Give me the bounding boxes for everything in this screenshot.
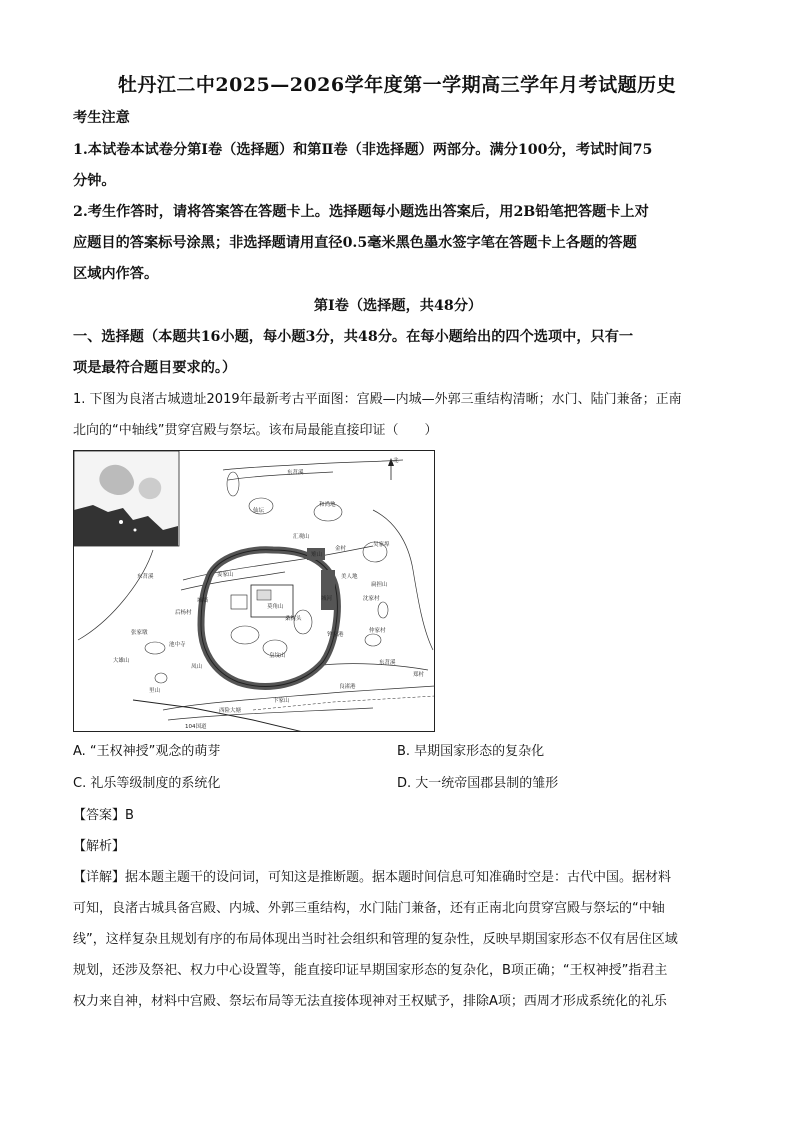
svg-text:汇观山: 汇观山 xyxy=(293,534,310,540)
notice-line-4: 应题目的答案标号涂黑；非选择题请用直径0.5毫米黑色墨水签字笔在答题卡上各题的答题 xyxy=(73,235,637,251)
svg-text:后杨村: 后杨村 xyxy=(175,610,192,616)
explanation-line-2: 可知，良渚古城具备宫殿、内城、外郭三重结构，水门陆门兼备，还有正南北向贯穿宫殿与祭坛的“中轴 xyxy=(73,901,665,916)
option-c[interactable]: C. 礼乐等级制度的系统化 xyxy=(73,776,221,791)
question-stem-1: 1. 下图为良渚古城遗址2019年最新考古平面图：宫殿—内城—外郭三重结构清晰；水门、陆门兼备；正南 xyxy=(73,392,682,407)
svg-text:桑树头: 桑树头 xyxy=(285,616,302,622)
svg-text:皇坟山: 皇坟山 xyxy=(269,653,286,659)
option-d[interactable]: D. 大一统帝国郡县制的雏形 xyxy=(397,776,559,791)
svg-text:104国道: 104国道 xyxy=(185,724,207,730)
svg-text:池中寺: 池中寺 xyxy=(169,642,186,648)
option-b[interactable]: B. 早期国家形态的复杂化 xyxy=(397,744,545,759)
svg-text:雉山: 雉山 xyxy=(311,552,323,558)
section-instruction-2: 项是最符合题目要求的。） xyxy=(73,360,237,376)
svg-text:仙坛: 仙坛 xyxy=(253,508,265,514)
page-title: 牡丹江二中2025—2026学年度第一学期高三学年月考试题历史 xyxy=(117,74,677,96)
option-a[interactable]: A. “王权神授”观念的萌芽 xyxy=(73,744,221,759)
svg-text:大雄山: 大雄山 xyxy=(113,658,130,664)
svg-text:里山: 里山 xyxy=(149,688,161,694)
svg-text:钟家港: 钟家港 xyxy=(327,632,344,638)
explanation-line-1: 【详解】据本题主题干的设问词，可知这是推断题。据本题时间信息可知准确时空是：古代中国。据材料 xyxy=(73,870,672,885)
analysis-heading: 【解析】 xyxy=(73,839,126,854)
explanation-line-4: 规划，还涉及祭祀、权力中心设置等，能直接印证早期国家形态的复杂化，B项正确；“王权神授”指君主 xyxy=(73,963,668,978)
notice-line-2: 分钟。 xyxy=(73,173,116,189)
svg-text:卞家山: 卞家山 xyxy=(273,698,290,704)
svg-text:西险大塘: 西险大塘 xyxy=(219,708,242,714)
liangzhu-site-map xyxy=(73,450,435,732)
explanation-line-5: 权力来自神，材料中宫殿、祭坛布局等无法直接体现神对王权赋予，排除A项；西周才形成系统化的礼乐 xyxy=(73,994,667,1009)
svg-text:张家墩: 张家墩 xyxy=(131,630,148,636)
svg-text:东苕溪: 东苕溪 xyxy=(287,470,304,476)
svg-text:金村: 金村 xyxy=(335,546,347,552)
svg-text:良渚港: 良渚港 xyxy=(339,684,356,690)
notice-heading: 考生注意 xyxy=(73,110,130,126)
svg-text:美人地: 美人地 xyxy=(341,574,358,580)
svg-text:凤山: 凤山 xyxy=(191,664,203,670)
svg-text:东苕溪: 东苕溪 xyxy=(379,660,396,666)
svg-text:沈家村: 沈家村 xyxy=(363,596,380,602)
svg-text:姜家山: 姜家山 xyxy=(217,572,234,578)
svg-text:莫角山: 莫角山 xyxy=(267,604,284,610)
north-label: 北 xyxy=(393,458,399,464)
svg-text:郑村: 郑村 xyxy=(413,672,425,678)
svg-text:仲家村: 仲家村 xyxy=(369,628,386,634)
svg-text:城墙: 城墙 xyxy=(197,598,209,604)
svg-text:扁担山: 扁担山 xyxy=(371,582,388,588)
inset-location-map xyxy=(74,451,179,546)
answer-label: 【答案】B xyxy=(73,808,134,823)
svg-text:和尚地: 和尚地 xyxy=(319,502,336,508)
notice-line-5: 区域内作答。 xyxy=(73,266,159,282)
svg-text:城河: 城河 xyxy=(321,596,333,602)
svg-text:东苕溪: 东苕溪 xyxy=(137,574,154,580)
svg-text:吴家埠: 吴家埠 xyxy=(373,542,390,548)
section-title: 第Ⅰ卷（选择题，共48分） xyxy=(313,298,483,314)
explanation-line-3: 线”，这样复杂且规划有序的布局体现出当时社会组织和管理的复杂性，反映早期国家形态不仅有居住区域 xyxy=(73,932,678,947)
section-instruction-1: 一、选择题（本题共16小题，每小题3分，共48分。在每小题给出的四个选项中，只有一 xyxy=(73,329,634,345)
question-stem-2: 北向的“中轴线”贯穿宫殿与祭坛。该布局最能直接印证（ ） xyxy=(73,423,438,438)
notice-line-1: 1.本试卷本试卷分第Ⅰ卷（选择题）和第Ⅱ卷（非选择题）两部分。满分100分，考试时间75 xyxy=(73,142,653,158)
notice-line-3: 2.考生作答时，请将答案答在答题卡上。选择题每小题选出答案后，用2B铅笔把答题卡上对 xyxy=(73,204,649,220)
